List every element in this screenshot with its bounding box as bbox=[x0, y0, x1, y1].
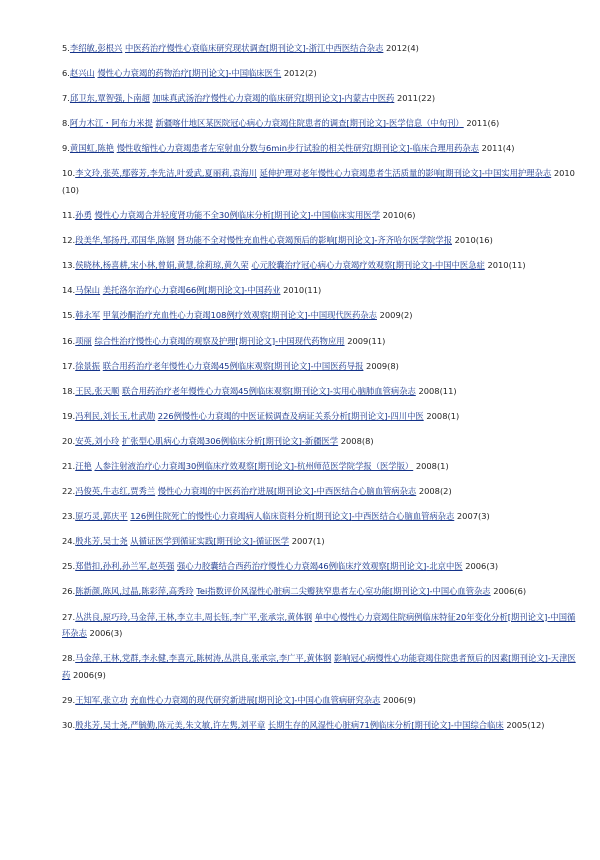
reference-authors-link[interactable]: 汪艳 bbox=[75, 461, 92, 471]
reference-journal-link[interactable]: -中西医结合心脑血管病杂志 bbox=[313, 486, 417, 497]
reference-number: 11. bbox=[62, 210, 76, 221]
reference-year: 2008(2) bbox=[418, 486, 452, 497]
reference-year: 2011(6) bbox=[466, 118, 500, 129]
reference-title-link[interactable]: 126例住院死亡的慢性心力衰竭病人临床资料分析[期刊论文] bbox=[130, 511, 352, 522]
reference-number: 19. bbox=[62, 410, 76, 421]
reference-authors-link[interactable]: 马金萍,王林,党群,李永健,李喜元,陈树涛,丛洪良,张承宗,李广平,黄体钢 bbox=[75, 653, 332, 664]
reference-journal-link[interactable]: -中国循环杂志 bbox=[62, 611, 576, 639]
reference-number: 8. bbox=[62, 118, 70, 129]
reference-authors-link[interactable]: 徐景振 bbox=[75, 360, 101, 371]
reference-number: 26. bbox=[62, 586, 76, 597]
reference-title-link[interactable]: 延伸护理对老年慢性心力衰竭患者生活质量的影响[期刊论文] bbox=[259, 168, 482, 179]
reference-journal-link[interactable]: -中国中医急症 bbox=[432, 260, 485, 271]
reference-title-link[interactable]: 肾功能不全对慢性充血性心衰竭预后的影响[期刊论文] bbox=[177, 235, 375, 246]
reference-title-link[interactable]: 联合用药治疗老年慢性心力衰竭45例临床观察[期刊论文] bbox=[121, 385, 330, 396]
reference-year: 2010(6) bbox=[382, 210, 416, 221]
reference-item bbox=[62, 383, 582, 400]
reference-item bbox=[62, 508, 582, 525]
reference-title-link[interactable]: 联合用药治疗老年慢性心力衰竭45例临床观察[期刊论文] bbox=[102, 360, 311, 371]
reference-number: 30. bbox=[62, 719, 76, 730]
reference-year: 2006(6) bbox=[493, 586, 527, 597]
reference-journal-link[interactable]: -医学信息（中旬刊） bbox=[386, 118, 464, 129]
reference-item bbox=[62, 650, 582, 683]
reference-year: 2009(8) bbox=[366, 360, 399, 371]
reference-item bbox=[62, 717, 582, 734]
reference-title-link[interactable]: 人参注射液治疗心力衰竭30例临床疗效观察[期刊论文] bbox=[94, 461, 295, 471]
reference-authors-link[interactable]: 殷兆芳,吴士尧,严毓勤,陈元美,朱文敏,许左隽,刘平章 bbox=[75, 719, 266, 730]
reference-authors-link[interactable]: 黄国虹,陈艳 bbox=[69, 143, 115, 154]
reference-authors-link[interactable]: 韩永军 bbox=[75, 310, 101, 321]
reference-authors-link[interactable]: 李文玲,张英,鄢蓉芳,李先洁,叶爱武,夏丽莉,袁海川 bbox=[75, 168, 257, 179]
reference-year: 2008(8) bbox=[340, 435, 374, 446]
reference-item bbox=[62, 408, 582, 425]
reference-journal-link[interactable]: -中国临床实用医学 bbox=[310, 210, 380, 221]
reference-journal-link[interactable]: -中国心血管病研究杂志 bbox=[294, 694, 381, 705]
reference-item bbox=[62, 165, 582, 198]
reference-list bbox=[62, 40, 582, 742]
reference-number: 20. bbox=[62, 435, 76, 446]
reference-title-link[interactable]: 长期生存的风湿性心脏病71例临床分析[期刊论文] bbox=[267, 719, 451, 730]
reference-item bbox=[62, 458, 582, 475]
reference-title-link[interactable]: 强心力胶囊结合西药治疗慢性心力衰竭46例临床疗效观察[期刊论文] bbox=[177, 561, 427, 572]
reference-title-link[interactable]: 扩张型心肌病心力衰竭306例临床分析[期刊论文] bbox=[121, 435, 302, 446]
reference-title-link[interactable]: 影响冠心病慢性心功能衰竭住院患者预后的因素[期刊论文] bbox=[333, 653, 548, 664]
reference-year: 2012(2) bbox=[283, 68, 317, 79]
reference-journal-link[interactable]: -中国医药导报 bbox=[310, 360, 364, 371]
reference-number: 13. bbox=[62, 260, 76, 271]
reference-year: 2008(1) bbox=[426, 410, 460, 421]
reference-year: 2008(1) bbox=[415, 461, 449, 471]
reference-authors-link[interactable]: 侯晓林,杨喜耕,宋小林,曾娟,黄慧,徐莉琼,黄久荣 bbox=[75, 260, 249, 271]
reference-journal-link[interactable]: -实用心脑肺血管病杂志 bbox=[329, 385, 416, 396]
reference-title-link[interactable]: 226例慢性心力衰竭的中医证候调查及病证关系分析[期刊论文] bbox=[157, 410, 388, 421]
reference-year: 2009(11) bbox=[347, 335, 386, 346]
reference-authors-link[interactable]: 李绍敏,彭根兴 bbox=[69, 43, 123, 53]
reference-year: 2010(16) bbox=[454, 235, 493, 246]
reference-year: 2008(11) bbox=[418, 385, 457, 396]
reference-journal-link[interactable]: -浙江中西医结合杂志 bbox=[305, 43, 384, 53]
reference-journal-link[interactable]: -杭州师范医学院学报（医学版） bbox=[294, 461, 414, 471]
reference-number: 28. bbox=[62, 653, 76, 664]
reference-year: 2011(22) bbox=[396, 93, 436, 104]
reference-item bbox=[62, 433, 582, 450]
reference-number: 5. bbox=[62, 43, 70, 53]
reference-authors-link[interactable]: 段美华,邹扬丹,邓国华,陈钢 bbox=[75, 235, 175, 246]
reference-title-link[interactable]: Tei指数评价风湿性心脏病二尖瓣狭窄患者左心室功能[期刊论文] bbox=[196, 586, 430, 597]
reference-item bbox=[62, 358, 582, 375]
reference-journal-link[interactable]: -中国现代药物应用 bbox=[275, 335, 345, 346]
reference-number: 23. bbox=[62, 511, 76, 522]
reference-number: 18. bbox=[62, 385, 76, 396]
reference-title-link[interactable]: 心元胶囊治疗冠心病心力衰竭疗效观察[期刊论文] bbox=[251, 260, 433, 271]
reference-number: 6. bbox=[62, 68, 70, 79]
reference-journal-link[interactable]: -中国现代医药杂志 bbox=[307, 310, 377, 321]
reference-authors-link[interactable]: 王民,张天顺 bbox=[75, 385, 120, 396]
reference-number: 25. bbox=[62, 561, 76, 572]
reference-year: 2009(2) bbox=[379, 310, 413, 321]
reference-item bbox=[62, 140, 582, 157]
reference-number: 21. bbox=[62, 461, 76, 471]
reference-year: 2010(11) bbox=[487, 260, 526, 271]
reference-year: 2010(10) bbox=[62, 168, 575, 195]
reference-title-link[interactable]: 新疆喀什地区某医院冠心病心力衰竭住院患者的调查[期刊论文] bbox=[155, 118, 387, 129]
reference-year: 2010(11) bbox=[283, 285, 322, 296]
reference-item bbox=[62, 90, 582, 107]
reference-authors-link[interactable]: 郑借扣,孙利,孙兰军,赵英强 bbox=[75, 561, 175, 572]
reference-item bbox=[62, 483, 582, 500]
reference-year: 2006(9) bbox=[72, 669, 106, 680]
reference-number: 9. bbox=[62, 143, 70, 154]
reference-title-link[interactable]: 中医药治疗慢性心衰临床研究现状调查[期刊论文] bbox=[124, 43, 306, 53]
reference-journal-link[interactable]: -新疆医学 bbox=[301, 435, 339, 446]
reference-number: 16. bbox=[62, 335, 76, 346]
reference-item bbox=[62, 282, 582, 299]
reference-number: 29. bbox=[62, 694, 76, 705]
reference-authors-link[interactable]: 殷兆芳,吴士尧 bbox=[75, 536, 128, 547]
reference-number: 17. bbox=[62, 360, 76, 371]
reference-year: 2007(1) bbox=[291, 536, 325, 547]
reference-journal-link[interactable]: -中国综合临床 bbox=[450, 719, 504, 730]
reference-number: 15. bbox=[62, 310, 76, 321]
reference-year: 2011(4) bbox=[481, 143, 515, 154]
reference-number: 27. bbox=[62, 611, 76, 622]
reference-journal-link[interactable]: -北京中医 bbox=[426, 561, 463, 572]
reference-title-link[interactable]: 加味真武汤治疗慢性心力衰竭的临床研究[期刊论文] bbox=[152, 93, 342, 104]
reference-number: 14. bbox=[62, 285, 76, 296]
reference-journal-link[interactable]: -循证医学 bbox=[252, 536, 290, 547]
reference-year: 2005(12) bbox=[506, 719, 545, 730]
reference-authors-link[interactable]: 项丽 bbox=[75, 335, 92, 346]
reference-number: 24. bbox=[62, 536, 76, 547]
reference-item bbox=[62, 207, 582, 224]
reference-authors-link[interactable]: 孙勇 bbox=[75, 210, 92, 221]
reference-item bbox=[62, 257, 582, 274]
reference-year: 2007(3) bbox=[456, 511, 490, 522]
reference-journal-link[interactable]: -天津医药 bbox=[62, 653, 576, 680]
reference-title-link[interactable]: 综合性治疗慢性心力衰竭的观察及护理[期刊论文] bbox=[94, 335, 276, 346]
reference-number: 10. bbox=[62, 168, 76, 179]
reference-year: 2006(3) bbox=[89, 628, 123, 639]
reference-authors-link[interactable]: 马保山 bbox=[75, 285, 101, 296]
reference-authors-link[interactable]: 丛洪良,原巧玲,马金萍,王林,李立丰,周长钰,李广平,张承宗,黄体钢 bbox=[75, 611, 313, 622]
reference-authors-link[interactable]: 冯利民,刘长玉,杜武勋 bbox=[75, 410, 156, 421]
reference-authors-link[interactable]: 邱卫东,覃智强,卜南超 bbox=[69, 93, 150, 104]
reference-title-link[interactable]: 慢性心力衰竭的药物治疗[期刊论文] bbox=[97, 68, 229, 79]
reference-journal-link[interactable]: -中国心血管杂志 bbox=[429, 586, 491, 597]
reference-item bbox=[62, 609, 582, 642]
reference-journal-link[interactable]: -临床合理用药杂志 bbox=[409, 143, 479, 154]
reference-title-link[interactable]: 充血性心力衰竭的现代研究新进展[期刊论文] bbox=[130, 694, 295, 705]
reference-year: 2012(4) bbox=[386, 43, 419, 53]
reference-authors-link[interactable]: 原巧灵,郭庆平 bbox=[75, 511, 128, 522]
reference-authors-link[interactable]: 陈新颜,陈风,过晶,陈彩萍,高秀玲 bbox=[75, 586, 194, 597]
reference-journal-link[interactable]: -齐齐哈尔医学院学报 bbox=[374, 235, 453, 246]
reference-year: 2006(3) bbox=[465, 561, 499, 572]
reference-journal-link[interactable]: -内蒙古中医药 bbox=[341, 93, 395, 104]
reference-item bbox=[62, 583, 582, 600]
reference-title-link[interactable]: 慢性收缩性心力衰竭患者左室射血分数与6min步行试验的相关性研究[期刊论文] bbox=[116, 143, 410, 154]
reference-item bbox=[62, 232, 582, 249]
reference-journal-link[interactable]: -中国临床医生 bbox=[228, 68, 282, 79]
reference-number: 7. bbox=[62, 93, 70, 104]
reference-item bbox=[62, 115, 582, 132]
reference-item bbox=[62, 65, 582, 82]
reference-journal-link[interactable]: -四川中医 bbox=[387, 410, 424, 421]
reference-item bbox=[62, 533, 582, 550]
reference-authors-link[interactable]: 阿力木江・阿布力米提 bbox=[69, 118, 153, 129]
reference-title-link[interactable]: 甲氧沙酮治疗充血性心力衰竭108例疗效观察[期刊论文] bbox=[102, 310, 308, 321]
reference-title-link[interactable]: 慢性心力衰竭合并轻度肾功能不全30例临床分析[期刊论文] bbox=[94, 210, 311, 221]
reference-authors-link[interactable]: 安英,刘小玲 bbox=[75, 435, 120, 446]
reference-title-link[interactable]: 单中心慢性心力衰竭住院病例临床特征20年变化分析[期刊论文] bbox=[314, 611, 548, 622]
reference-authors-link[interactable]: 赵兴山 bbox=[69, 68, 95, 79]
reference-item bbox=[62, 40, 582, 57]
reference-title-link[interactable]: 慢性心力衰竭的中医药治疗进展[期刊论文] bbox=[157, 486, 314, 497]
reference-year: 2006(9) bbox=[383, 694, 416, 705]
reference-item bbox=[62, 333, 582, 350]
reference-item bbox=[62, 307, 582, 324]
reference-title-link[interactable]: 从循证医学到循证实践[期刊论文] bbox=[130, 536, 253, 547]
reference-journal-link[interactable]: -中国药业 bbox=[244, 285, 281, 296]
reference-journal-link[interactable]: -中西医结合心脑血管病杂志 bbox=[351, 511, 455, 522]
reference-journal-link[interactable]: -中国实用护理杂志 bbox=[481, 168, 552, 179]
reference-authors-link[interactable]: 冯俊英,牛志红,贾秀兰 bbox=[75, 486, 156, 497]
reference-title-link[interactable]: 美托洛尔治疗心力衰竭66例[期刊论文] bbox=[102, 285, 245, 296]
reference-number: 22. bbox=[62, 486, 76, 497]
reference-authors-link[interactable]: 王知军,张立功 bbox=[75, 694, 128, 705]
reference-item bbox=[62, 558, 582, 575]
reference-number: 12. bbox=[62, 235, 76, 246]
reference-item bbox=[62, 692, 582, 709]
